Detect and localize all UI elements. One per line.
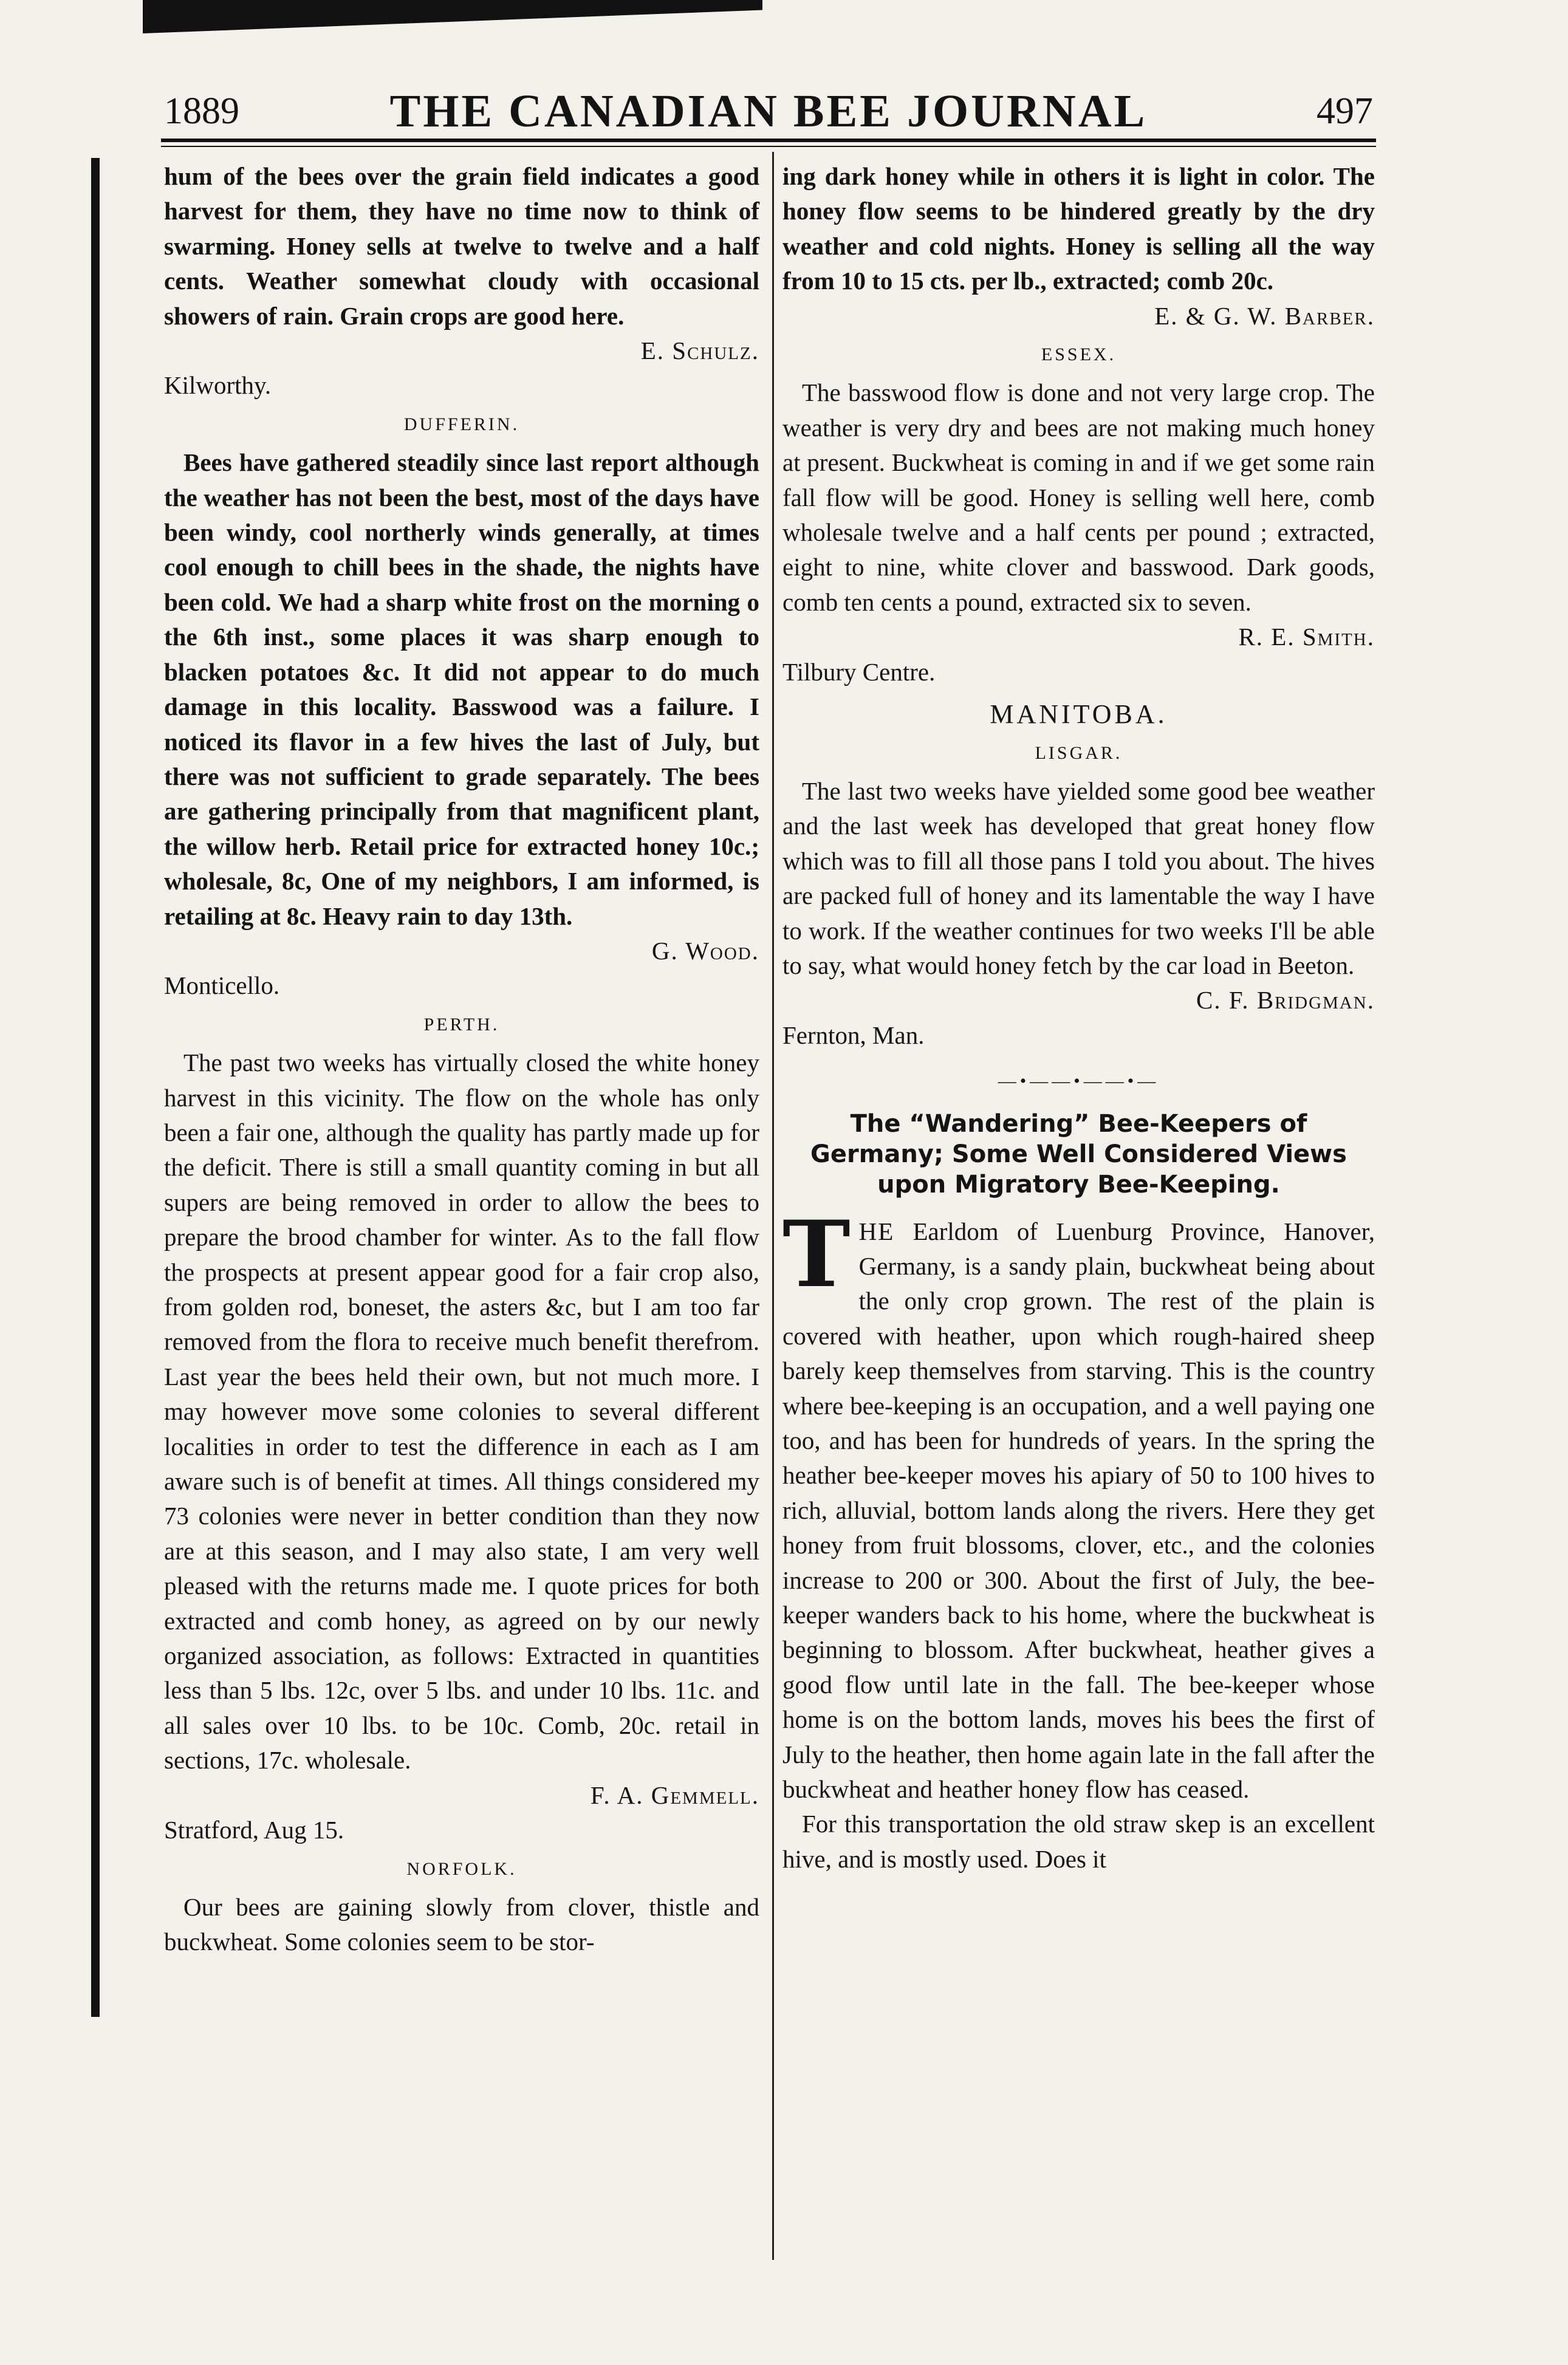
ornamental-divider: —•——•——•— bbox=[998, 1071, 1160, 1092]
binding-edge bbox=[91, 158, 100, 2017]
report-signature: R. E. Smith. bbox=[1238, 623, 1375, 651]
report-paragraph: hum of the bees over the grain field indicates a good harvest for them, they have no time now to think of swarming. Honey sells at twelve to twelve and a half cents. Weather somewhat cloudy with occasional showers of rain. Grain crops are good here. bbox=[164, 162, 759, 330]
article-title: The “Wandering” Bee-Keepers of Germany; Some Well Considered Views upon Migratory Bee-Keeping. bbox=[810, 1109, 1347, 1199]
report-paragraph: Our bees are gaining slowly from clover, thistle and buckwheat. Some colonies seem to be stor- bbox=[164, 1892, 759, 1956]
report-paragraph: The last two weeks have yielded some good bee weather and the last week has developed that great honey flow which was to fill all those pans I told you about. The hives are packed full of honey and its lamentable the way I have to work. If the weather continues for two weeks I'll be able to say, what would honey fetch by the car load in Beeton. bbox=[782, 776, 1375, 979]
report-signature: E. Schulz. bbox=[640, 337, 759, 365]
report-paragraph: The past two weeks has virtually closed the white honey harvest in this vicinity. The flow on the whole has only been a fair one, although the quality has partly made up for the deficit. There is still a small quantity coming in but all supers are being removed in order to allow the bees to prepare the brood chamber for winter. As to the fall flow the prospects at present appear good for a fair crop also, from golden rod, boneset, the asters &c, but I am too far removed from the flora to receive much benefit therefrom. Last year the bees held their own, but not much more. I may however move some colonies to several different localities in order to test the difference in each as I am aware such is of benefit at times. All things considered my 73 colonies were never in better condition than they now are at this season, and I may also state, I am very well pleased with the returns made me. I quote prices for both extracted and comb honey, as agreed on by our newly organized association, as follows: Extracted in quantities less than 5 lbs. 12c, over 5 lbs. and under 10 lbs. 11c. and all sales over 10 lbs. to be 10c. Comb, 20c. retail in sections, 17c. wholesale. bbox=[164, 1049, 759, 1775]
journal-title: THE CANADIAN BEE JOURNAL bbox=[389, 86, 1148, 137]
report-place: Monticello. bbox=[164, 971, 280, 1000]
section-heading-essex: ESSEX. bbox=[1041, 344, 1117, 365]
report-paragraph: The basswood flow is done and not very large crop. The weather is very dry and bees are not making much honey at present. Buckwheat is coming in and if we get some rain fall flow will be good. Honey is selling well here, comb wholesale twelve and a half cents per pound ; extracted, eight to nine, white clover and basswood. Dark goods, comb ten cents a pound, extracted six to seven. bbox=[782, 378, 1375, 616]
header-rule-thin bbox=[161, 146, 1376, 147]
article-first-word: HE bbox=[858, 1217, 895, 1245]
section-heading-perth: PERTH. bbox=[423, 1014, 500, 1035]
report-signature: E. & G. W. Barber. bbox=[1154, 301, 1375, 330]
report-place: Fernton, Man. bbox=[782, 1021, 925, 1049]
article-text: Earldom of Luenburg Province, Hanover, Germany, is a sandy plain, buckwheat being about the only crop grown. The rest of the plain is covered with heather, upon which rough-haired sheep barely keep themselves from starving. This is the country where bee-keeping is an occupation, and a well paying one too, and has been for hundreds of years. In the spring the heather bee-keeper moves his apiary of 50 to 100 hives to rich, alluvial, bottom lands along the rivers. Here they get honey from fruit blossoms, clover, etc., and the colonies increase to 200 or 300. About the first of July, the bee-keeper wanders back to his home, where the buckwheat is beginning to blossom. After buckwheat, heather gives a good flow until late in the fall. The bee-keeper whose home is on the bottom lands, moves his bees the first of July to the heather, then home again late in the fall after the buckwheat and heather honey flow has ceased. bbox=[782, 1217, 1375, 1804]
report-signature: C. F. Bridgman. bbox=[1196, 986, 1375, 1015]
drop-cap: T bbox=[782, 1200, 851, 1308]
header-rule bbox=[161, 139, 1376, 142]
page-number: 497 bbox=[1316, 91, 1373, 132]
report-place: Stratford, Aug 15. bbox=[164, 1816, 344, 1844]
report-signature: G. Wood. bbox=[651, 936, 759, 965]
report-place: Kilworthy. bbox=[164, 371, 272, 400]
scan-artifact-bar bbox=[143, 0, 762, 33]
report-paragraph: ing dark honey while in others it is light in color. The honey flow seems to be hindered greatly by the dry weather and cold nights. Honey is selling all the way from 10 to 15 cts. per lb., extracted; comb 20c. bbox=[782, 162, 1375, 295]
report-paragraph: Bees have gathered steadily since last report although the weather has not been the best, most of the days have been windy, cool northerly winds generally, at times cool enough to chill bees in the shade, the nights have been cold. We had a sharp white frost on the morning o the 6th inst., some places it was sharp enough to blacken potatoes &c. It did not appear to do much damage in this locality. Basswood was a failure. I noticed its flavor in a few hives the last of July, but there was not sufficient to grade separately. The bees are gathering principally from that magnificent plant, the willow herb. Retail price for extracted honey 10c.; wholesale, 8c, One of my neighbors, I am informed, is retailing at 8c. Heavy rain to day 13th. bbox=[164, 448, 759, 930]
report-place: Tilbury Centre. bbox=[782, 657, 936, 686]
section-heading-manitoba: MANITOBA. bbox=[990, 699, 1168, 730]
article-paragraph bbox=[782, 1200, 1375, 1807]
article-paragraph: For this transportation the old straw skep is an excellent hive, and is mostly used. Does it bbox=[782, 1810, 1375, 1873]
section-heading-dufferin: DUFFERIN. bbox=[403, 414, 520, 434]
subsection-heading-lisgar: LISGAR. bbox=[1035, 742, 1123, 763]
right-column bbox=[782, 159, 1375, 1877]
report-signature: F. A. Gemmell. bbox=[590, 1781, 759, 1809]
header-year: 1889 bbox=[164, 91, 239, 132]
section-heading-norfolk: NORFOLK. bbox=[406, 1858, 517, 1879]
left-column bbox=[164, 159, 759, 1960]
page-header bbox=[164, 85, 1373, 140]
column-divider bbox=[772, 152, 774, 2260]
